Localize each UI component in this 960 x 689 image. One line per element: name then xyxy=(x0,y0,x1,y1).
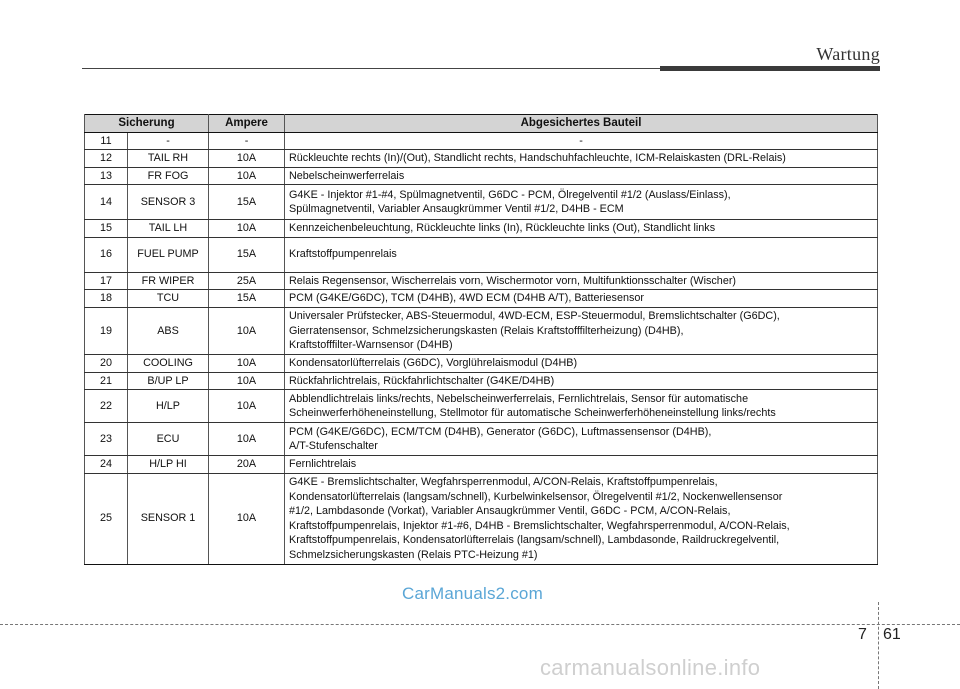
fuse-number-cell: 11 xyxy=(85,132,128,150)
fuse-table xyxy=(84,114,878,565)
fuse-name-cell: TCU xyxy=(128,290,209,308)
table-row xyxy=(85,456,878,474)
fuse-name-cell: ECU xyxy=(128,423,209,456)
component-line: Rückfahrlichtrelais, Rückfahrlichtschalter (G4KE/D4HB) xyxy=(289,374,555,387)
column-header-fuse: Sicherung xyxy=(85,115,209,133)
fuse-number-cell: 12 xyxy=(85,150,128,168)
ampere-cell: 10A xyxy=(209,355,285,373)
fuse-name-cell: TAIL RH xyxy=(128,150,209,168)
table-row xyxy=(85,290,878,308)
table-row xyxy=(85,307,878,355)
column-header-ampere: Ampere xyxy=(209,115,285,133)
component-line: G4KE - Injektor #1-#4, Spülmagnetventil, G6DC - PCM, Ölregelventil #1/2 (Auslass/Einlass), xyxy=(289,188,731,201)
table-row xyxy=(85,150,878,168)
fuse-number-cell: 20 xyxy=(85,355,128,373)
ampere-cell: 15A xyxy=(209,185,285,220)
table-row xyxy=(85,390,878,423)
footer-rule xyxy=(0,624,960,625)
fuse-name-cell: H/LP xyxy=(128,390,209,423)
component-cell xyxy=(285,290,878,308)
fuse-name-cell: ABS xyxy=(128,307,209,355)
fuse-name-cell: COOLING xyxy=(128,355,209,373)
component-line: PCM (G4KE/G6DC), ECM/TCM (D4HB), Generator (G6DC), Luftmassensensor (D4HB), xyxy=(289,425,712,438)
table-row xyxy=(85,355,878,373)
ampere-cell: 10A xyxy=(209,473,285,564)
ampere-cell: 10A xyxy=(209,423,285,456)
page-header-title: Wartung xyxy=(816,44,880,64)
fuse-number-cell: 18 xyxy=(85,290,128,308)
fuse-name-cell: SENSOR 1 xyxy=(128,473,209,564)
table-row xyxy=(85,372,878,390)
ampere-cell: 15A xyxy=(209,237,285,272)
table-header-row xyxy=(85,115,878,133)
component-line: PCM (G4KE/G6DC), TCM (D4HB), 4WD ECM (D4HB A/T), Batteriesensor xyxy=(289,292,644,304)
ampere-cell: 10A xyxy=(209,390,285,423)
component-line: A/T-Stufenschalter xyxy=(289,440,378,452)
watermark-carmanuals2: CarManuals2.com xyxy=(402,584,543,603)
footer-divider xyxy=(878,602,879,689)
component-line: Schmelzsicherungskasten (Relais PTC-Heizung #1) xyxy=(289,548,538,561)
fuse-number-cell: 23 xyxy=(85,423,128,456)
watermark-carmanualsonline: carmanualsonline.info xyxy=(540,655,761,680)
table-row xyxy=(85,167,878,185)
fuse-number-cell: 22 xyxy=(85,390,128,423)
fuse-number-cell: 19 xyxy=(85,307,128,355)
component-line: Kondensatorlüfterrelais (langsam/schnell), Kurbelwinkelsensor, Ölregelventil #1/2, Nockenwellensensor xyxy=(289,490,783,503)
component-line: #1/2, Lambdasonde (Vorkat), Variabler Ansaugkrümmer Ventil, G6DC - PCM, A/CON-Relais, xyxy=(289,505,731,517)
component-cell xyxy=(285,150,878,168)
fuse-name-cell: B/UP LP xyxy=(128,372,209,390)
component-line: Rückleuchte rechts (In)/(Out), Standlicht rechts, Handschuhfachleuchte, ICM-Relaiskasten (DRL-Relais) xyxy=(289,152,786,164)
component-cell xyxy=(285,423,878,456)
table-row xyxy=(85,132,878,150)
component-line: Universaler Prüfstecker, ABS-Steuermodul, 4WD-ECM, ESP-Steuermodul, Bremslichtschalter (G6DC), xyxy=(289,310,780,322)
page-number: 61 xyxy=(883,626,901,643)
table-body xyxy=(85,132,878,564)
component-line: Kraftstoffpumpenrelais xyxy=(289,248,397,261)
component-line: Kraftstoffpumpenrelais, Kondensatorlüfterrelais (langsam/schnell), Lambdasonde, Raildruckregelventil, xyxy=(289,534,780,546)
component-line: Kennzeichenbeleuchtung, Rückleuchte links (In), Rückleuchte links (Out), Standlicht links xyxy=(289,222,716,234)
component-cell xyxy=(285,272,878,290)
component-cell xyxy=(285,132,878,150)
component-line: - xyxy=(579,134,583,147)
fuse-number-cell: 15 xyxy=(85,220,128,238)
component-cell xyxy=(285,372,878,390)
component-cell xyxy=(285,307,878,355)
fuse-number-cell: 24 xyxy=(85,456,128,474)
component-cell xyxy=(285,167,878,185)
component-cell xyxy=(285,456,878,474)
component-line: Spülmagnetventil, Variabler Ansaugkrümmer Ventil #1/2, D4HB - ECM xyxy=(289,203,624,215)
component-line: Relais Regensensor, Wischerrelais vorn, Wischermotor vorn, Multifunktionsschalter (Wischer) xyxy=(289,274,737,287)
component-line: Kraftstoffpumpenrelais, Injektor #1-#6, D4HB - Bremslichtschalter, Wegfahrsperrenmodul, A/CON-Relais, xyxy=(289,519,790,532)
component-cell xyxy=(285,185,878,220)
fuse-name-cell: - xyxy=(128,132,209,150)
table-row xyxy=(85,272,878,290)
column-header-component: Abgesichertes Bauteil xyxy=(285,115,878,133)
ampere-cell: 20A xyxy=(209,456,285,474)
ampere-cell: 25A xyxy=(209,272,285,290)
component-line: Abblendlichtrelais links/rechts, Nebelscheinwerferrelais, Fernlichtrelais, Sensor für automatische xyxy=(289,392,749,405)
component-cell xyxy=(285,220,878,238)
ampere-cell: - xyxy=(209,132,285,150)
ampere-cell: 10A xyxy=(209,220,285,238)
fuse-name-cell: H/LP HI xyxy=(128,456,209,474)
table-row xyxy=(85,185,878,220)
fuse-name-cell: FR FOG xyxy=(128,167,209,185)
fuse-number-cell: 21 xyxy=(85,372,128,390)
component-line: Kondensatorlüfterrelais (G6DC), Vorglührelaismodul (D4HB) xyxy=(289,357,578,369)
table-row xyxy=(85,473,878,564)
fuse-number-cell: 25 xyxy=(85,473,128,564)
component-cell xyxy=(285,237,878,272)
component-cell xyxy=(285,390,878,423)
component-cell xyxy=(285,473,878,564)
component-line: Scheinwerferhöheneinstellung, Stellmotor für automatische Scheinwerferhöheneinstellung links/rechts xyxy=(289,407,776,419)
component-line: Gierratensensor, Schmelzsicherungskasten (Relais Kraftstofffilterheizung) (D4HB), xyxy=(289,324,684,337)
component-line: Kraftstofffilter-Warnsensor (D4HB) xyxy=(289,339,453,351)
fuse-number-cell: 16 xyxy=(85,237,128,272)
ampere-cell: 10A xyxy=(209,150,285,168)
fuse-number-cell: 14 xyxy=(85,185,128,220)
component-line: G4KE - Bremslichtschalter, Wegfahrsperrenmodul, A/CON-Relais, Kraftstoffpumpenrelais, xyxy=(289,476,718,488)
ampere-cell: 15A xyxy=(209,290,285,308)
fuse-name-cell: FUEL PUMP xyxy=(128,237,209,272)
table-row xyxy=(85,423,878,456)
header-rule-accent xyxy=(660,66,880,71)
table-row xyxy=(85,220,878,238)
component-cell xyxy=(285,355,878,373)
fuse-name-cell: SENSOR 3 xyxy=(128,185,209,220)
ampere-cell: 10A xyxy=(209,167,285,185)
fuse-number-cell: 17 xyxy=(85,272,128,290)
component-line: Fernlichtrelais xyxy=(289,458,357,470)
fuse-name-cell: FR WIPER xyxy=(128,272,209,290)
fuse-number-cell: 13 xyxy=(85,167,128,185)
fuse-name-cell: TAIL LH xyxy=(128,220,209,238)
ampere-cell: 10A xyxy=(209,372,285,390)
table-row xyxy=(85,237,878,272)
ampere-cell: 10A xyxy=(209,307,285,355)
chapter-number: 7 xyxy=(858,626,867,643)
component-line: Nebelscheinwerferrelais xyxy=(289,169,405,182)
